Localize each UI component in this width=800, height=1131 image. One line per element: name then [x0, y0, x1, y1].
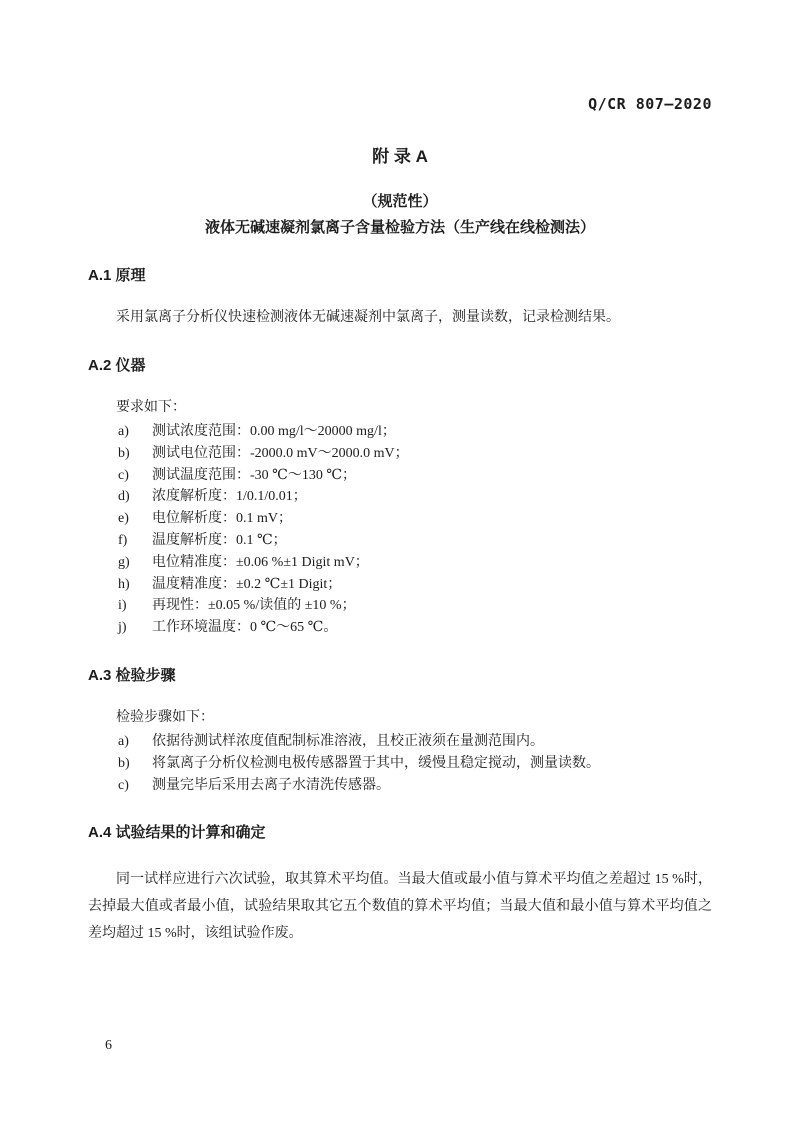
item-label: g) [118, 554, 130, 570]
section-a4-paragraph: 同一试样应进行六次试验，取其算术平均值。当最大值或最小值与算术平均值之差超过 15 %时，去掉最大值或者最小值，试验结果取其它五个数值的算术平均值；当最大值和最小值与算术平均值之差均超过 15 %时，该组试验作废。 [88, 872, 712, 942]
section-a2-list [88, 421, 712, 639]
list-item [88, 486, 712, 508]
item-label: a) [118, 733, 129, 749]
section-a3-list [88, 731, 712, 796]
item-label: i) [118, 598, 127, 614]
item-text: 测试浓度范围：0.00 mg/l～20000 mg/l； [152, 424, 396, 439]
appendix-normative-label: （规范性） [362, 193, 438, 210]
section-a3-heading: A.3 检验步骤 [88, 666, 176, 684]
list-item [88, 530, 712, 552]
item-text: 将氯离子分析仪检测电极传感器置于其中，缓慢且稳定搅动，测量读数。 [152, 755, 600, 771]
item-text: 测试温度范围：-30 ℃～130 ℃； [152, 467, 356, 483]
item-label: j) [118, 620, 127, 636]
appendix-subject-title: 液体无碱速凝剂氯离子含量检验方法（生产线在线检测法） [204, 219, 595, 236]
list-item [88, 775, 712, 797]
section-a4-heading: A.4 试验结果的计算和确定 [88, 824, 266, 842]
item-label: a) [118, 424, 129, 439]
item-label: c) [118, 777, 129, 793]
section-a1-heading: A.1 原理 [88, 267, 146, 284]
item-label: c) [118, 467, 129, 483]
item-text: 浓度解析度：1/0.1/0.01； [152, 489, 307, 505]
list-item [88, 574, 712, 596]
list-item [88, 421, 712, 443]
list-item [88, 465, 712, 487]
item-label: f) [118, 532, 128, 548]
item-text: 温度解析度：0.1 ℃； [152, 532, 287, 548]
section-a3 [88, 667, 712, 796]
section-a2-heading: A.2 仪器 [88, 357, 146, 374]
document-number: Q/CR 807—2020 [588, 95, 712, 113]
section-a2 [88, 357, 712, 639]
item-label: h) [118, 576, 130, 592]
list-item [88, 753, 712, 775]
list-item [88, 731, 712, 753]
section-a1-paragraph: 采用氯离子分析仪快速检测液体无碱速凝剂中氯离子，测量读数，记录检测结果。 [116, 310, 620, 325]
item-text: 电位精准度：±0.06 %±1 Digit mV； [152, 554, 369, 570]
item-text: 再现性：±0.05 %/读值的 ±10 %； [152, 598, 356, 614]
item-text: 电位解析度：0.1 mV； [152, 511, 292, 527]
item-text: 测试电位范围：-2000.0 mV～2000.0 mV； [152, 445, 409, 461]
item-label: b) [118, 755, 130, 771]
item-text: 温度精准度：±0.2 ℃±1 Digit； [152, 576, 342, 592]
item-text: 测量完毕后采用去离子水清洗传感器。 [152, 777, 390, 793]
item-label: e) [118, 511, 129, 527]
item-label: d) [118, 489, 130, 505]
section-a1 [88, 267, 712, 329]
page-number: 6 [105, 1038, 112, 1053]
item-text: 工作环境温度：0 ℃～65 ℃。 [152, 620, 338, 636]
section-a2-intro: 要求如下： [116, 400, 186, 415]
item-label: b) [118, 445, 130, 461]
section-a3-intro: 检验步骤如下： [116, 709, 214, 725]
page-content [88, 148, 712, 947]
item-text: 依据待测试样浓度值配制标准溶液，且校正液须在量测范围内。 [152, 733, 544, 749]
list-item [88, 443, 712, 465]
section-a4 [88, 824, 712, 947]
list-item [88, 552, 712, 574]
list-item [88, 508, 712, 530]
appendix-title: 附 录 A [372, 147, 428, 166]
list-item [88, 617, 712, 639]
list-item [88, 595, 712, 617]
